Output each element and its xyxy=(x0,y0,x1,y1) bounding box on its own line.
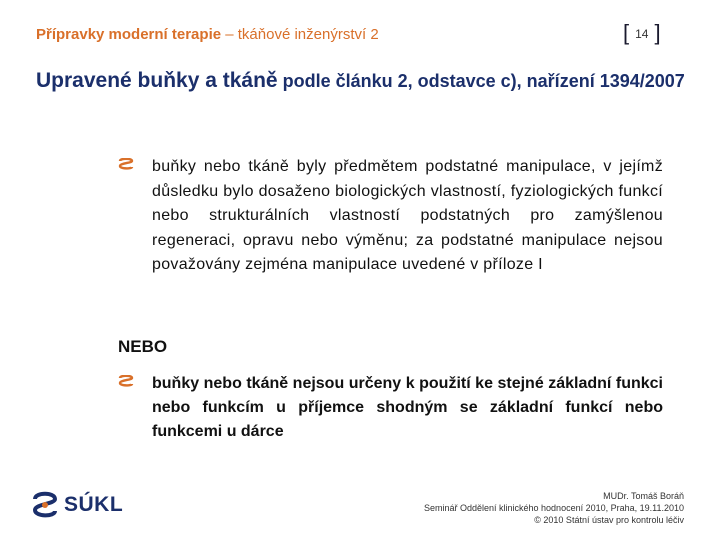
sukl-logo xyxy=(30,490,123,520)
logo-text: SÚKL xyxy=(64,493,124,516)
footer-copyright: © 2010 Státní ústav pro kontrolu léčiv xyxy=(534,515,684,525)
bracket-open: [ xyxy=(623,20,630,45)
slide-title xyxy=(36,65,696,97)
header-topic-rest: – tkáňové inženýrství 2 xyxy=(221,26,379,43)
header-topic xyxy=(36,26,379,43)
bracket-close: ] xyxy=(654,20,661,45)
footer xyxy=(424,490,684,526)
bullet-icon xyxy=(118,375,134,389)
separator-text: NEBO xyxy=(118,337,168,356)
bullet-icon xyxy=(118,158,134,172)
bullet-2-text: buňky nebo tkáně nejsou určeny k použití ke stejné základní funkci nebo funkcím u příjemce shodným se základní funkcí nebo funkcemi u dárce xyxy=(152,375,663,440)
slide-title-main: Upravené buňky a tkáně xyxy=(36,69,278,92)
sukl-logo-icon xyxy=(30,490,60,520)
bullet-1-text: buňky nebo tkáně byly předmětem podstatné manipulace, v jejímž důsledku bylo dosaženo biologických vlastností, fyziologických funkcí nebo strukturálních vlastností podstatných pro zamýšlenou regeneraci, opravu nebo výměnu; za podstatné manipulace nejsou považovány zejména manipulace uvedené v příloze I xyxy=(152,158,663,273)
slide-number xyxy=(623,20,661,46)
footer-author: MUDr. Tomáš Boráň xyxy=(603,491,684,501)
bullet-1 xyxy=(118,155,663,278)
slide-title-rest: podle článku 2, odstavce c), nařízení 1394/2007 xyxy=(277,71,685,91)
header-topic-bold: Přípravky moderní terapie xyxy=(36,26,222,43)
slide-number-value: 14 xyxy=(635,27,649,42)
bullet-2 xyxy=(118,372,663,444)
footer-event: Seminář Oddělení klinického hodnocení 2010, Praha, 19.11.2010 xyxy=(423,503,684,513)
